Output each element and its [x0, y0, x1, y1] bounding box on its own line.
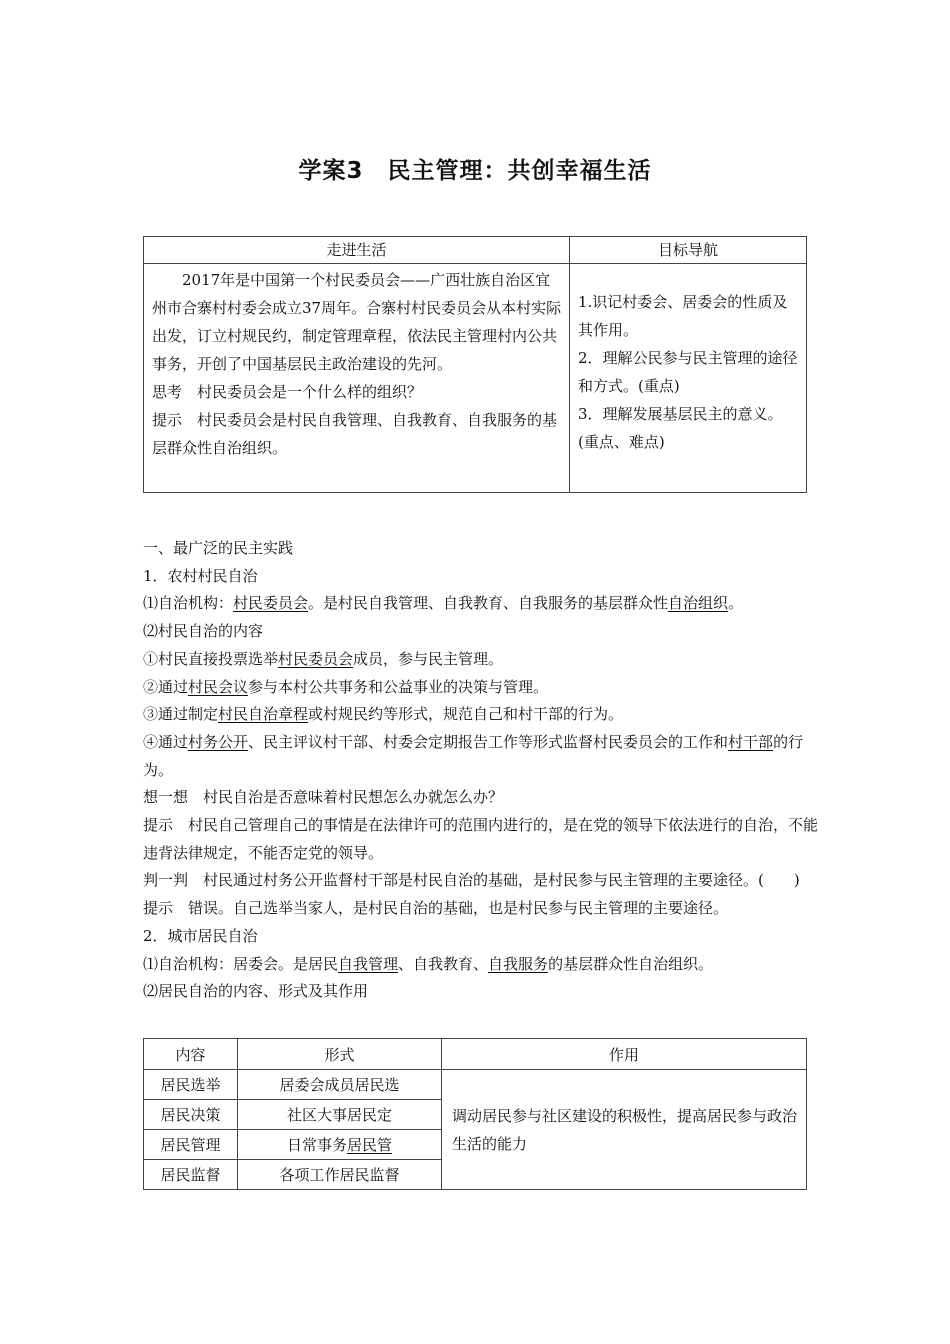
- resident-autonomy-table: [143, 1038, 807, 1190]
- table-cell: 各项工作居民监督: [238, 1160, 442, 1190]
- table-cell: 居民监督: [144, 1160, 238, 1190]
- paragraph: ⑵村民自治的内容: [143, 622, 264, 641]
- main-content: [143, 535, 823, 1006]
- subsection-heading: 1．农村村民自治: [143, 566, 258, 585]
- table-cell: 社区大事居民定: [238, 1100, 442, 1130]
- table-cell: 居民管理: [144, 1130, 238, 1160]
- table-cell: 居民选举: [144, 1070, 238, 1100]
- intro-story-cell: [144, 264, 570, 493]
- paragraph: ⑵居民自治的内容、形式及其作用: [143, 982, 369, 1001]
- intro-table: [143, 236, 807, 493]
- judge-question: 判一判 村民通过村务公开监督村干部是村民自治的基础，是村民参与民主管理的主要途径。( ): [143, 871, 800, 890]
- hint-answer: 提示 错误。自己选举当家人，是村民自治的基础，也是村民参与民主管理的主要途径。: [143, 899, 729, 918]
- table-header: 作用: [442, 1039, 807, 1070]
- intro-left-header: 走进生活: [144, 237, 570, 264]
- list-item: ①村民直接投票选举村民委员会成员，参与民主管理。: [143, 649, 504, 668]
- table-row: [144, 1070, 807, 1100]
- goals-cell: [570, 264, 807, 493]
- intro-hint: 提示 村民委员会是村民自我管理、自我教育、自我服务的基层群众性自治组织。: [152, 411, 558, 457]
- table-cell: 居委会成员居民选: [238, 1070, 442, 1100]
- intro-right-header: 目标导航: [570, 237, 807, 264]
- list-item: ④通过村务公开、民主评议村干部、村委会定期报告工作等形式监督村民委员会的工作和村干部的行为。: [143, 732, 804, 779]
- goal-item: 2．理解公民参与民主管理的途径和方式。(重点): [578, 349, 798, 395]
- think-question: 想一想 村民自治是否意味着村民想怎么办就怎么办？: [143, 788, 504, 807]
- section-heading: 一、最广泛的民主实践: [143, 539, 294, 557]
- table-cell: 日常事务居民管: [238, 1130, 442, 1160]
- table-header: 形式: [238, 1039, 442, 1070]
- table-cell: 居民决策: [144, 1100, 238, 1130]
- paragraph-village-organ: ⑴自治机构：村民委员会。是村民自我管理、自我教育、自我服务的基层群众性自治组织。: [143, 594, 744, 613]
- intro-story: 2017年是中国第一个村民委员会——广西壮族自治区宜州市合寨村村委会成立37周年。合寨村村民委员会从本村实际出发，订立村规民约，制定管理章程，依法民主管理村内公共事务，开创了中国基层民主政治建设的先河。: [152, 271, 562, 373]
- table-header: 内容: [144, 1039, 238, 1070]
- hint-answer: 提示 村民自己管理自己的事情是在法律许可的范围内进行的，是在党的领导下依法进行的自治，不能违背法律规定，不能否定党的领导。: [143, 816, 819, 862]
- subsection-heading: 2．城市居民自治: [143, 926, 258, 945]
- goal-item: 1.识记村委会、居委会的性质及其作用。: [578, 293, 788, 339]
- paragraph-resident-organ: ⑴自治机构：居委会。是居民自我管理、自我教育、自我服务的基层群众性自治组织。: [143, 954, 714, 973]
- goal-item: 3．理解发展基层民主的意义。(重点、难点): [578, 405, 783, 451]
- intro-think: 思考 村民委员会是一个什么样的组织？: [152, 383, 423, 401]
- effect-cell: 调动居民参与社区建设的积极性，提高居民参与政治生活的能力: [442, 1070, 807, 1190]
- list-item: ③通过制定村民自治章程或村规民约等形式，规范自己和村干部的行为。: [143, 705, 624, 724]
- page-title: 学案3 民主管理：共创幸福生活: [298, 158, 652, 184]
- list-item: ②通过村民会议参与本村公共事务和公益事业的决策与管理。: [143, 677, 549, 696]
